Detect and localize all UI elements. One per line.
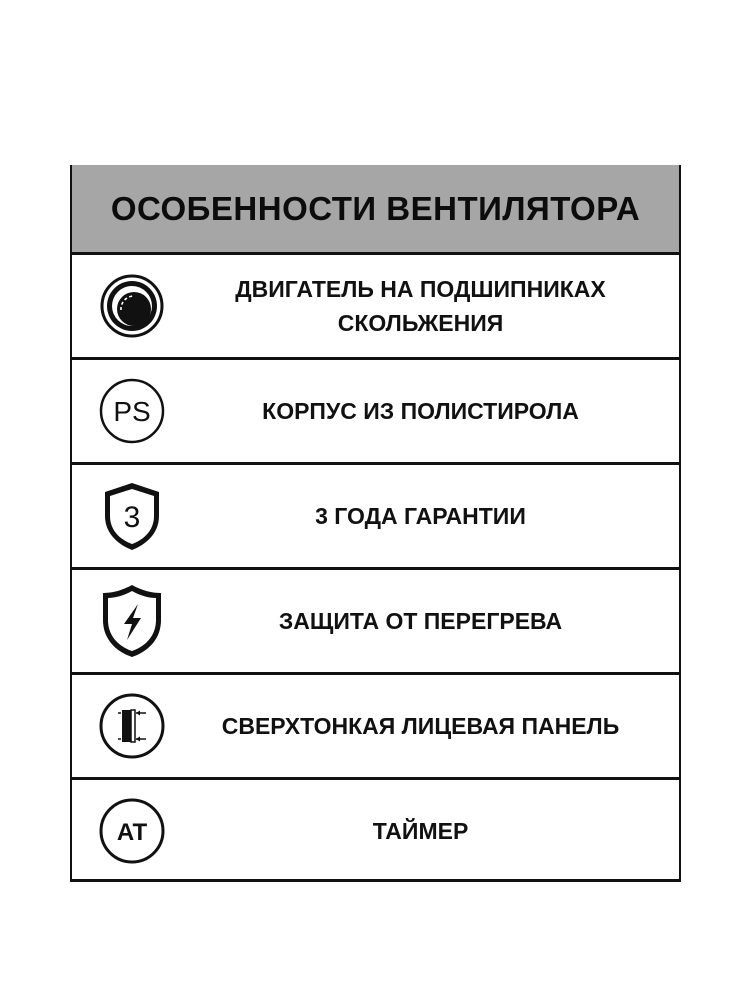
page-title: ОСОБЕННОСТИ ВЕНТИЛЯТОРА — [110, 189, 641, 227]
timer-at-icon — [72, 797, 192, 865]
feature-label: СВЕРХТОНКАЯ ЛИЦЕВАЯ ПАНЕЛЬ — [221, 713, 620, 739]
ps-icon-text: PS — [113, 396, 151, 427]
feature-row-overheat — [72, 567, 679, 672]
feature-label: 3 ГОДА ГАРАНТИИ — [315, 503, 526, 529]
feature-row-polystyrene — [72, 357, 679, 462]
thin-panel-icon — [72, 692, 192, 760]
ps-icon — [72, 377, 192, 445]
bearing-motor-icon — [72, 273, 192, 339]
shield-lightning-icon — [72, 582, 192, 660]
feature-label: ДВИГАТЕЛЬ НА ПОДШИПНИКАХ СКОЛЬЖЕНИЯ — [235, 276, 606, 336]
feature-row-warranty — [72, 462, 679, 567]
header-bar — [72, 165, 679, 252]
feature-row-thin-panel — [72, 672, 679, 777]
feature-label: ЗАЩИТА ОТ ПЕРЕГРЕВА — [278, 608, 563, 634]
feature-label: КОРПУС ИЗ ПОЛИСТИРОЛА — [262, 398, 579, 424]
shield-3-icon — [72, 480, 192, 552]
feature-row-timer — [72, 777, 679, 882]
timer-at-icon-text: AT — [116, 819, 148, 846]
features-card — [70, 165, 681, 882]
feature-label: ТАЙМЕР — [372, 818, 469, 844]
feature-row-bearing-motor — [72, 252, 679, 357]
shield-3-icon-text: 3 — [123, 501, 141, 534]
